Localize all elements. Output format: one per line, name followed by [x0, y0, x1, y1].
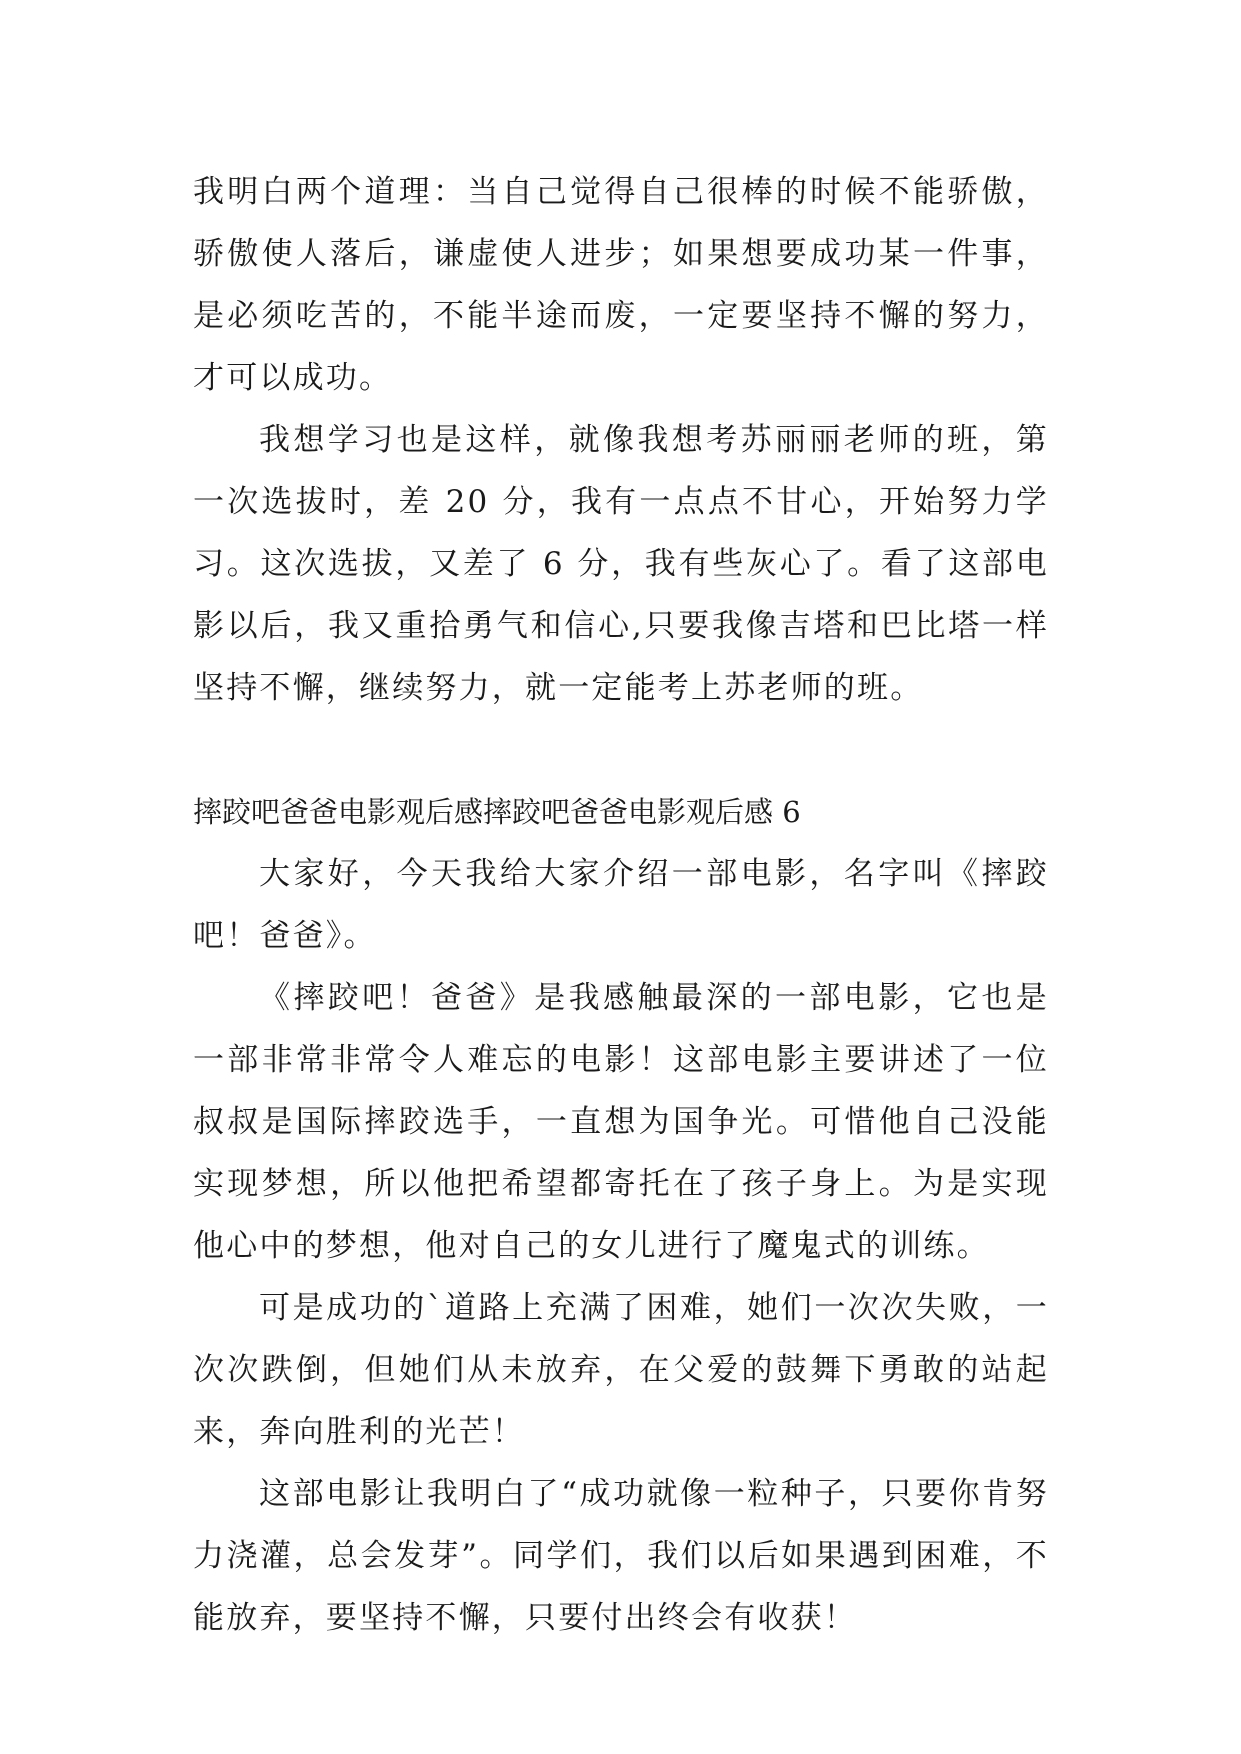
- paragraph: 我明白两个道理：当自己觉得自己很棒的时候不能骄傲，骄傲使人落后，谦虚使人进步；如果想要成功某一件事，是必须吃苦的，不能半途而废，一定要坚持不懈的努力，才可以成功。: [193, 174, 1049, 396]
- paragraph: 可是成功的`道路上充满了困难，她们一次次失败，一次次跌倒，但她们从未放弃，在父爱的鼓舞下勇敢的站起来，奔向胜利的光芒！: [193, 1290, 1049, 1450]
- section-title: 摔跤吧爸爸电影观后感摔跤吧爸爸电影观后感 6: [193, 795, 801, 829]
- paragraph: 《摔跤吧！爸爸》是我感触最深的一部电影，它也是一部非常非常令人难忘的电影！这部电影主要讲述了一位叔叔是国际摔跤选手，一直想为国争光。可惜他自己没能实现梦想，所以他把希望都寄托在了孩子身上。为是实现他心中的梦想，他对自己的女儿进行了魔鬼式的训练。: [193, 980, 1049, 1264]
- paragraph: 这部电影让我明白了“成功就像一粒种子，只要你肯努力浇灌，总会发芽”。同学们，我们以后如果遇到困难，不能放弃，要坚持不懈，只要付出终会有收获！: [193, 1476, 1049, 1636]
- section-spacer: [193, 719, 1049, 781]
- paragraph: 我想学习也是这样，就像我想考苏丽丽老师的班，第一次选拔时，差 20 分，我有一点点不甘心，开始努力学习。这次选拔，又差了 6 分，我有些灰心了。看了这部电影以后，我又重拾勇气和信心,只要我像吉塔和巴比塔一样坚持不懈，继续努力，就一定能考上苏老师的班。: [193, 422, 1049, 706]
- paragraph: 大家好，今天我给大家介绍一部电影，名字叫《摔跤吧！爸爸》。: [193, 856, 1049, 954]
- document-body: [193, 161, 1049, 1649]
